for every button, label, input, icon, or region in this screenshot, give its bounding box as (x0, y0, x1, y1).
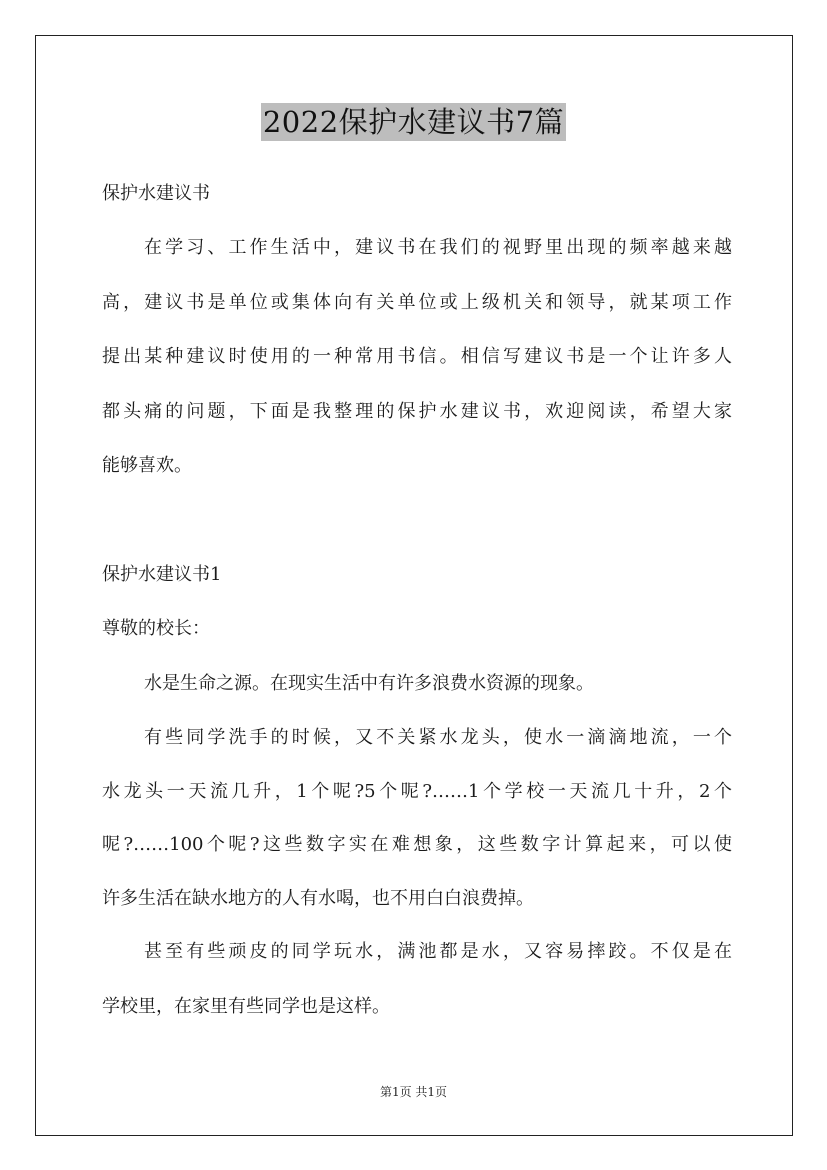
paragraph-line: 甚至有些顽皮的同学玩水，满池都是水，又容易摔跤。不仅是在 (144, 941, 732, 962)
paragraph-line: 有些同学洗手的时候，又不关紧水龙头，使水一滴滴地流，一个 (144, 727, 732, 748)
document-title: 2022保护水建议书7篇 (262, 105, 565, 139)
paragraph-line: 都头痛的问题，下面是我整理的保护水建议书，欢迎阅读，希望大家 (102, 401, 732, 422)
section-heading: 保护水建议书 (102, 183, 210, 204)
paragraph-line: 高，建议书是单位或集体向有关单位或上级机关和领导，就某项工作 (102, 292, 732, 313)
letter-heading: 保护水建议书1 (102, 564, 222, 585)
paragraph-line: 提出某种建议时使用的一种常用书信。相信写建议书是一个让许多人 (102, 346, 732, 367)
paragraph-line: 能够喜欢。 (102, 455, 192, 476)
paragraph-line: 呢?……100个呢?这些数字实在难想象，这些数字计算起来，可以使 (102, 834, 732, 855)
salutation: 尊敬的校长： (102, 618, 210, 639)
page-footer: 第1页 共1页 (379, 1085, 448, 1099)
paragraph-line: 水是生命之源。在现实生活中有许多浪费水资源的现象。 (144, 673, 594, 694)
paragraph-line: 水龙头一天流几升，1个呢?5个呢?……1个学校一天流几十升，2个 (102, 781, 732, 802)
title-container (0, 103, 827, 141)
paragraph-line: 学校里，在家里有些同学也是这样。 (102, 996, 390, 1017)
paragraph-line: 在学习、工作生活中，建议书在我们的视野里出现的频率越来越 (144, 237, 732, 258)
paragraph-line: 许多生活在缺水地方的人有水喝，也不用白白浪费掉。 (102, 888, 534, 909)
